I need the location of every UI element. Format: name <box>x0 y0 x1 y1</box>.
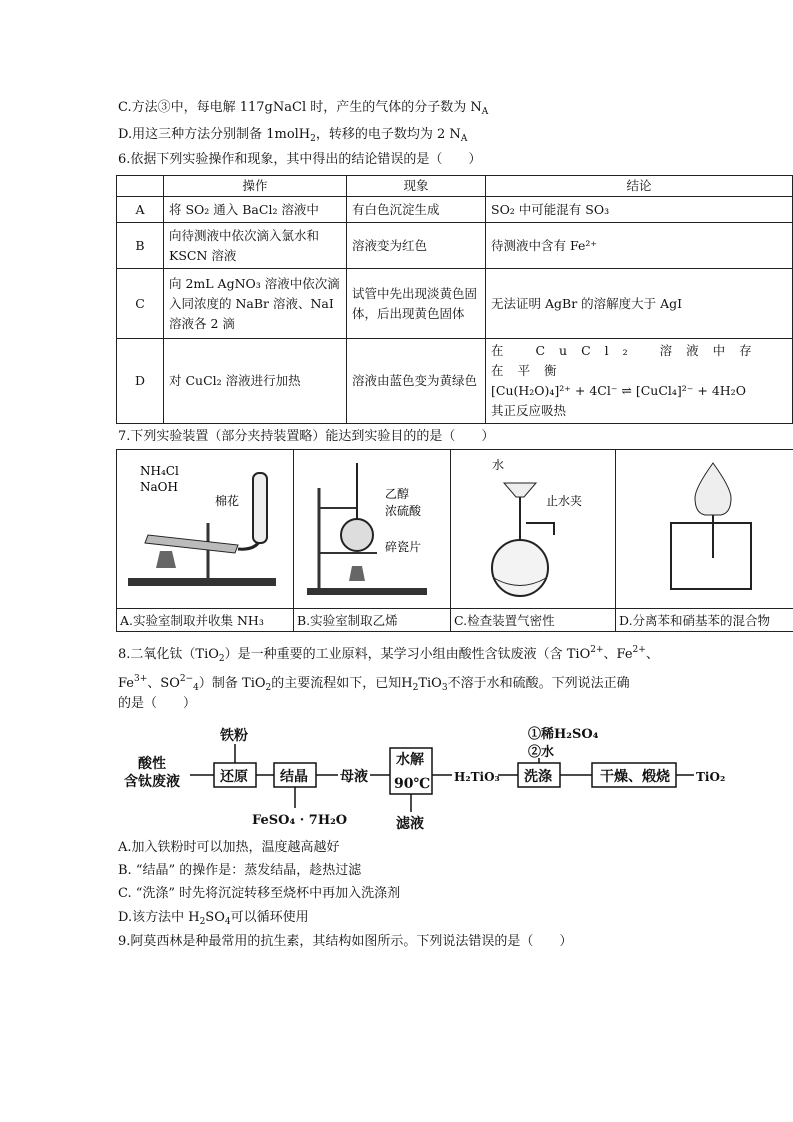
caption-c: C.检查装置气密性 <box>451 609 616 632</box>
flow-hydro-2: 90℃ <box>394 776 431 792</box>
apparatus-c-funnel <box>504 483 536 497</box>
q8-flowchart <box>118 716 736 836</box>
apparatus-a <box>117 450 294 609</box>
label-nh4cl: NH₄Cl <box>140 463 179 478</box>
flow-mother: 母液 <box>340 769 368 785</box>
label-naoh: NaOH <box>140 479 178 494</box>
conclusion-cell: 待测液中含有 Fe²⁺ <box>486 223 793 269</box>
row-label: C <box>117 269 164 339</box>
apparatus-d-beaker <box>671 523 751 589</box>
apparatus-a-drawing <box>120 453 290 603</box>
apparatus-c <box>451 450 616 609</box>
phenomenon-cell: 溶液变为红色 <box>347 223 486 269</box>
q6-table <box>116 175 793 424</box>
q6-header-operation: 操作 <box>164 176 347 197</box>
conclusion-line-2: [Cu(H₂O)₄]²⁺ + 4Cl⁻ ⇌ [CuCl₄]²⁻ + 4H₂O <box>491 383 746 398</box>
flow-h2tio3: H₂TiO₃ <box>454 770 500 784</box>
conclusion-line-3: 其正反应吸热 <box>491 403 567 418</box>
apparatus-c-drawing <box>454 453 612 603</box>
q8-option-b: B. “结晶” 的操作是：蒸发结晶，趁热过滤 <box>118 863 362 878</box>
q6-header-conclusion: 结论 <box>486 176 793 197</box>
flow-start-1: 酸性 <box>138 756 166 772</box>
label-porcelain: 碎瓷片 <box>385 539 422 554</box>
flow-crystal: 结晶 <box>280 769 308 785</box>
operation-cell: 对 CuCl₂ 溶液进行加热 <box>164 339 347 424</box>
q8-option-c: C. “洗涤” 时先将沉淀转移至烧杯中再加入洗涤剂 <box>118 886 401 901</box>
caption-b: B.实验室制取乙烯 <box>294 609 451 632</box>
question-7-stem: 7.下列实验装置（部分夹持装置略）能达到实验目的的是（ ） <box>118 429 495 444</box>
phenomenon-cell: 试管中先出现淡黄色固体，后出现黄色固体 <box>347 269 486 339</box>
apparatus-a-collect-tube <box>253 473 267 543</box>
q8-option-d: D.该方法中 $H_2SO_4$可以循环使用 <box>118 910 309 927</box>
q6-header-blank <box>117 176 164 197</box>
apparatus-b-drawing <box>297 453 447 603</box>
apparatus-b-base <box>307 588 427 595</box>
caption-a: A.实验室制取并收集 NH₃ <box>117 609 294 632</box>
q8-option-a: A.加入铁粉时可以加热，温度越高越好 <box>118 840 340 855</box>
label-ethanol: 乙醇 <box>385 486 410 501</box>
question-8-stem-3: 的是（ ） <box>118 696 197 711</box>
q6-header-phenomenon: 现象 <box>347 176 486 197</box>
label-conc-acid: 浓硫酸 <box>385 503 422 518</box>
apparatus-b-lamp <box>349 566 365 581</box>
apparatus-b <box>294 450 451 609</box>
flow-filtrate: 滤液 <box>396 816 424 832</box>
apparatus-a-tube <box>145 535 238 553</box>
table-row <box>117 339 793 424</box>
row-label: B <box>117 223 164 269</box>
apparatus-c-side-tube <box>526 523 554 535</box>
option-d: D.用这三种方法分别制备 1molH$_2$，转移的电子数均为 2 $N_A$ <box>118 127 468 144</box>
conclusion-line-1: 在 CuCl₂ 溶液中存在平衡 <box>491 343 766 378</box>
option-c: C.方法③中，每电解 117gNaCl 时，产生的气体的分子数为 $N_A$ <box>118 100 489 117</box>
question-8-stem-1: 8.二氧化钛（TiO$_2$）是一种重要的工业原料，某学习小组由酸性含钛废液（含 TiO$^{2+}$、$Fe^{2+}$、 <box>118 645 659 664</box>
table-row <box>117 223 793 269</box>
row-label: A <box>117 197 164 223</box>
q6-header-row <box>117 176 793 197</box>
flow-wash: 洗涤 <box>524 769 552 785</box>
phenomenon-cell: 有白色沉淀生成 <box>347 197 486 223</box>
apparatus-d-drawing <box>621 453 791 603</box>
label-clip: 止水夹 <box>546 493 583 508</box>
table-row <box>117 197 793 223</box>
question-6-stem: 6.依据下列实验操作和现象，其中得出的结论错误的是（ ） <box>118 152 482 167</box>
apparatus-a-lamp <box>156 551 176 568</box>
apparatus-a-base <box>128 578 276 586</box>
table-row <box>117 269 793 339</box>
operation-cell: 将 SO₂ 通入 BaCl₂ 溶液中 <box>164 197 347 223</box>
flow-feso4: FeSO₄ · 7H₂O <box>252 813 348 828</box>
apparatus-c-flask <box>492 540 548 596</box>
flow-start-2: 含钛废液 <box>124 774 180 790</box>
apparatus-d-funnel <box>695 463 731 515</box>
conclusion-cell: SO₂ 中可能混有 SO₃ <box>486 197 793 223</box>
caption-d: D.分离苯和硝基苯的混合物 <box>616 609 793 632</box>
question-9-stem: 9.阿莫西林是种最常用的抗生素，其结构如图所示。下列说法错误的是（ ） <box>118 934 573 949</box>
label-cotton: 棉花 <box>215 493 240 508</box>
label-water: 水 <box>492 457 505 472</box>
apparatus-d <box>616 450 793 609</box>
conclusion-cell: 无法证明 AgBr 的溶解度大于 AgI <box>486 269 793 339</box>
operation-cell: 向 2mL AgNO₃ 溶液中依次滴入同浓度的 NaBr 溶液、NaI 溶液各 2 滴 <box>164 269 347 339</box>
flow-product: TiO₂ <box>696 770 726 784</box>
apparatus-b-flask <box>341 519 373 551</box>
conclusion-cell <box>486 339 793 424</box>
flow-hydro-1: 水解 <box>396 752 424 768</box>
flow-iron: 铁粉 <box>220 728 248 744</box>
flow-reduce: 还原 <box>220 769 248 785</box>
operation-cell: 向待测液中依次滴入氯水和 KSCN 溶液 <box>164 223 347 269</box>
row-label: D <box>117 339 164 424</box>
flow-reagent-2: ②水 <box>528 745 555 760</box>
flow-reagent-1: ①稀H₂SO₄ <box>528 727 599 742</box>
flow-dry: 干燥、煅烧 <box>600 769 670 785</box>
phenomenon-cell: 溶液由蓝色变为黄绿色 <box>347 339 486 424</box>
q7-table <box>116 449 793 632</box>
question-8-stem-2: $Fe^{3+}$、$SO^{2-}_4$）制备 TiO$_2$的主要流程如下，已知$H_2TiO_3$不溶于水和硫酸。下列说法正确 <box>118 674 630 693</box>
